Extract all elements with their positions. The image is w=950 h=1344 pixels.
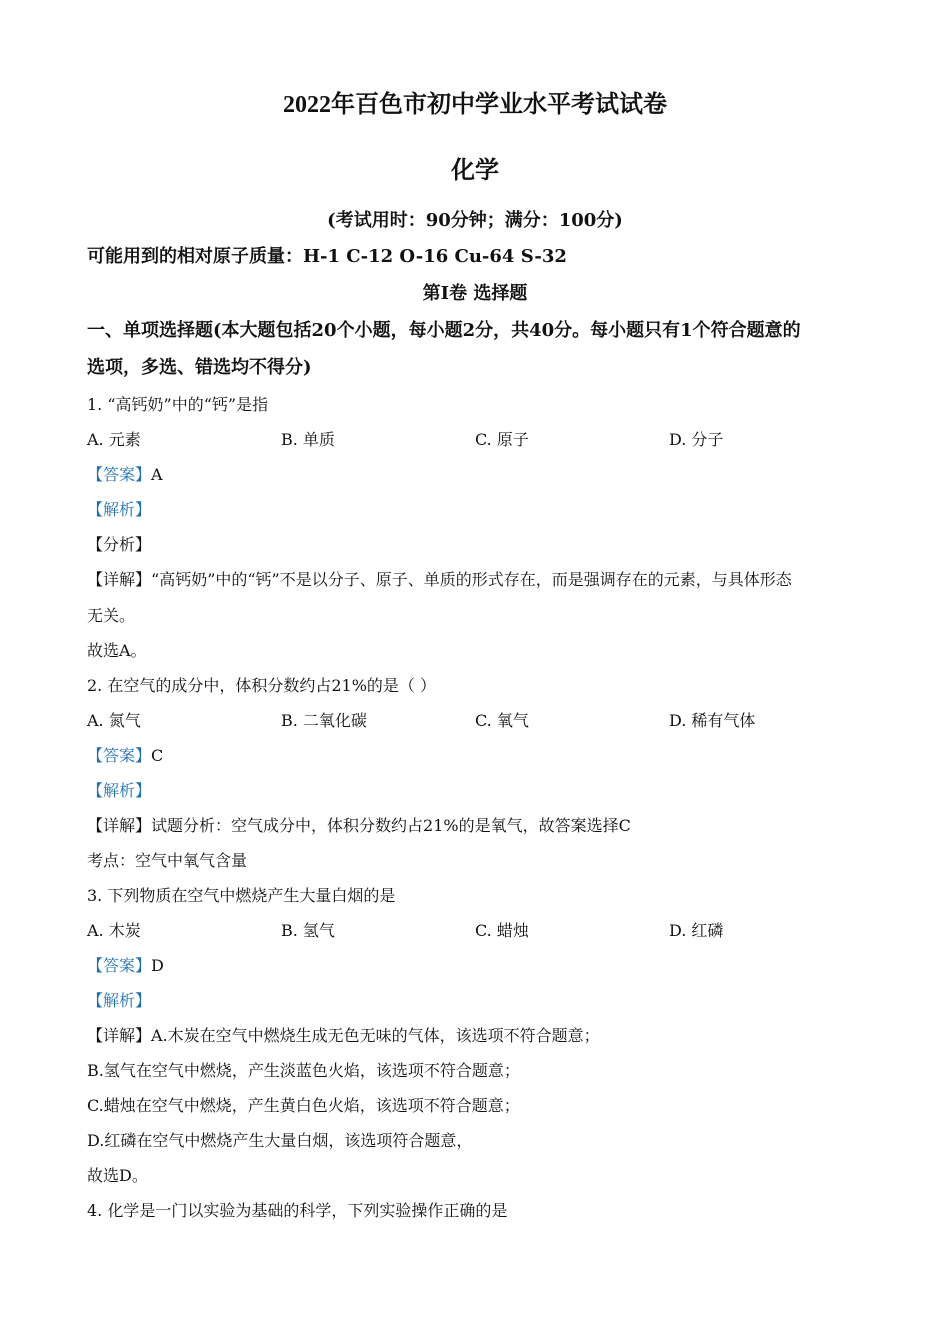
q3-option-a: A. 木炭	[87, 921, 141, 940]
subject-title: 化学	[451, 155, 499, 184]
analysis-tag: 【解析】	[87, 500, 152, 519]
analysis-tag: 【解析】	[87, 991, 152, 1010]
q2-analysis	[87, 781, 863, 801]
q3-conclusion: 故选D。	[87, 1166, 148, 1185]
answer-tag: 【答案】	[87, 956, 152, 975]
q4-stem: 4. 化学是一门以实验为基础的科学，下列实验操作正确的是	[87, 1201, 508, 1220]
q2-options	[87, 711, 863, 731]
atomic-mass-line: 可能用到的相对原子质量：H-1 C-12 O-16 Cu-64 S-32	[87, 246, 567, 267]
q1-answer	[87, 465, 863, 485]
q1-detail-line2: 无关。	[87, 606, 136, 625]
q2-detail	[87, 816, 863, 836]
q2-option-a: A. 氮气	[87, 711, 141, 730]
volume-heading: 第Ⅰ卷 选择题	[422, 283, 528, 304]
q1-conclusion: 故选A。	[87, 641, 147, 660]
exam-title: 2022年百色市初中学业水平考试试卷	[283, 92, 667, 118]
q1-fenxi	[87, 535, 863, 555]
q1-stem: 1. “高钙奶”中的“钙”是指	[87, 395, 269, 414]
q3-option-b: B. 氢气	[281, 921, 335, 940]
detail-tag: 【详解】	[87, 1026, 152, 1045]
q3-analysis	[87, 991, 863, 1011]
q1-answer-value: A	[151, 465, 163, 484]
q2-point: 考点：空气中氧气含量	[87, 851, 248, 870]
q3-detail-d: D.红磷在空气中燃烧产生大量白烟，该选项符合题意，	[87, 1131, 473, 1150]
q3-answer-value: D	[151, 956, 164, 975]
answer-tag: 【答案】	[87, 465, 152, 484]
section-heading-line1: 一、单项选择题(本大题包括20个小题，每小题2分，共40分。每小题只有1个符合题意的	[87, 320, 801, 341]
q3-option-d: D. 红磷	[669, 921, 724, 940]
fenxi-tag: 【分析】	[87, 535, 152, 554]
answer-tag: 【答案】	[87, 746, 152, 765]
q3-detail-a	[87, 1026, 863, 1046]
q3-option-c: C. 蜡烛	[475, 921, 529, 940]
q1-analysis	[87, 500, 863, 520]
q1-option-a: A. 元素	[87, 430, 141, 449]
q2-option-d: D. 稀有气体	[669, 711, 756, 730]
analysis-tag: 【解析】	[87, 781, 152, 800]
q1-options	[87, 430, 863, 450]
q2-answer-value: C	[151, 746, 164, 765]
q1-option-c: C. 原子	[475, 430, 529, 449]
q3-detail-a-text: A.木炭在空气中燃烧生成无色无味的气体，该选项不符合题意；	[151, 1026, 600, 1045]
q3-detail-c: C.蜡烛在空气中燃烧，产生黄白色火焰，该选项不符合题意；	[87, 1096, 520, 1115]
q3-stem: 3. 下列物质在空气中燃烧产生大量白烟的是	[87, 886, 396, 905]
q3-detail-b: B.氢气在空气中燃烧，产生淡蓝色火焰，该选项不符合题意；	[87, 1061, 520, 1080]
q1-detail-text: “高钙奶”中的“钙”不是以分子、原子、单质的形式存在，而是强调存在的元素，与具体形态	[151, 570, 792, 589]
q2-stem: 2. 在空气的成分中，体积分数约占21%的是（ ）	[87, 676, 437, 695]
q1-option-b: B. 单质	[281, 430, 335, 449]
q2-option-b: B. 二氧化碳	[281, 711, 367, 730]
exam-info: (考试用时：90分钟；满分：100分)	[327, 210, 623, 231]
q3-options	[87, 921, 863, 941]
q1-option-d: D. 分子	[669, 430, 724, 449]
detail-tag: 【详解】	[87, 570, 152, 589]
q2-answer	[87, 746, 863, 766]
q2-detail-text: 试题分析：空气成分中，体积分数约占21%的是氧气，故答案选择C	[151, 816, 631, 835]
q3-answer	[87, 956, 863, 976]
q1-detail-line1	[87, 570, 863, 590]
q2-option-c: C. 氧气	[475, 711, 529, 730]
detail-tag: 【详解】	[87, 816, 152, 835]
section-heading-line2: 选项，多选、错选均不得分)	[87, 357, 312, 378]
